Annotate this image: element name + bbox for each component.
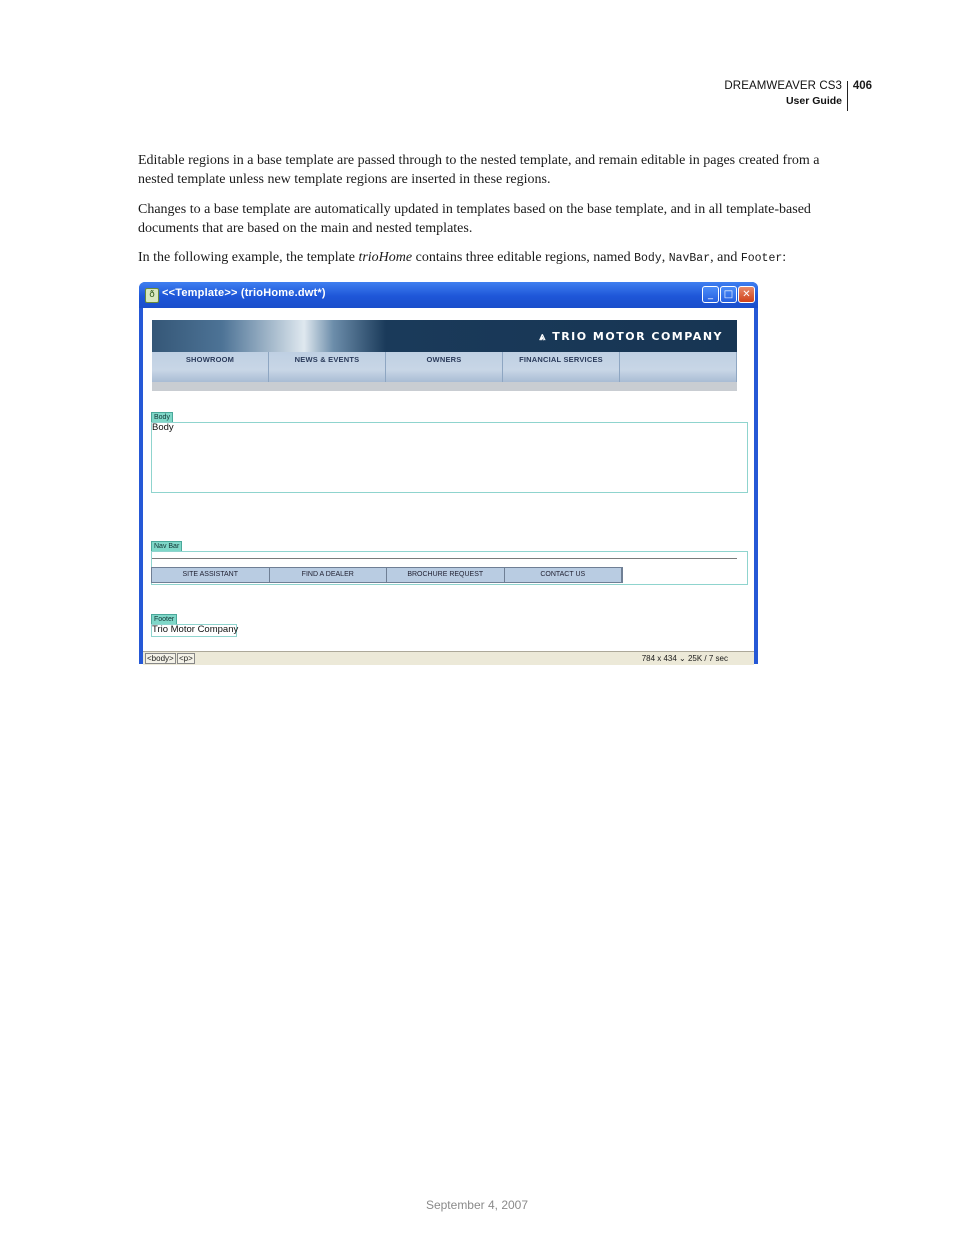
p3-end: : [782, 250, 787, 265]
nav-empty [620, 352, 737, 382]
nav-financial-services[interactable]: FINANCIAL SERVICES [503, 352, 620, 382]
subnav-site-assistant[interactable]: SITE ASSISTANT [152, 568, 270, 582]
subnav-find-dealer[interactable]: FIND A DEALER [270, 568, 388, 582]
document-icon: ð [145, 288, 159, 303]
site-banner [152, 320, 737, 352]
window-size-info: 784 x 434 ⌄ 25K / 7 sec [641, 654, 728, 663]
region-tab-footer[interactable]: Footer [151, 614, 177, 625]
region-name-body: Body [634, 252, 662, 265]
running-header [600, 79, 872, 113]
region-name-navbar: NavBar [668, 252, 711, 265]
p3-text-middle: contains three editable regions, named [412, 250, 635, 265]
paragraph-3 [138, 248, 828, 268]
nav-shadow-strip [152, 382, 737, 391]
paragraph-1: Editable regions in a base template are passed through to the nested template, and remain editable in pages created from a nested template unless new template regions are inserted in these regions. [138, 153, 820, 187]
brand-logo: ⩓ TRIO MOTOR COMPANY [539, 330, 723, 343]
subnav-bar [151, 567, 623, 583]
product-name: DREAMWEAVER CS3 [724, 80, 842, 92]
close-button[interactable]: ✕ [738, 286, 755, 303]
template-name: trioHome [358, 250, 413, 265]
p3-sep-1: , [661, 250, 669, 265]
window-title: <<Template>> (trioHome.dwt*) [162, 287, 326, 299]
nav-owners[interactable]: OWNERS [386, 352, 503, 382]
footer-date: September 4, 2007 [425, 1198, 529, 1212]
status-bar [143, 651, 754, 665]
region-tab-body[interactable]: Body [151, 412, 173, 423]
nav-showroom[interactable]: SHOWROOM [152, 352, 269, 382]
dreamweaver-window [139, 282, 758, 664]
navbar-rule [152, 558, 737, 559]
region-name-footer: Footer [740, 252, 783, 265]
region-tab-navbar[interactable]: Nav Bar [151, 541, 182, 552]
subnav-brochure-request[interactable]: BROCHURE REQUEST [387, 568, 505, 582]
document-canvas[interactable] [143, 308, 754, 663]
tag-selector-p[interactable]: <p> [179, 654, 193, 663]
region-body[interactable] [151, 422, 748, 493]
tag-selector-body[interactable]: <body> [147, 654, 174, 663]
subnav-contact-us[interactable]: CONTACT US [505, 568, 623, 582]
window-titlebar[interactable] [139, 282, 758, 308]
nav-news-events[interactable]: NEWS & EVENTS [269, 352, 386, 382]
region-footer-content[interactable]: Trio Motor Company [152, 624, 239, 635]
guide-name: User Guide [785, 95, 842, 107]
site-nav [152, 352, 737, 382]
page-number: 406 [852, 80, 872, 92]
maximize-button[interactable]: □ [720, 286, 737, 303]
p3-text-before: In the following example, the template [138, 250, 359, 265]
p3-sep-2: , and [710, 250, 741, 265]
header-divider [847, 81, 848, 111]
region-body-content[interactable]: Body [152, 422, 174, 433]
paragraph-2: Changes to a base template are automatically updated in templates based on the base template, and in all template-based documents that are based on the main and nested templates. [138, 202, 811, 236]
minimize-button[interactable]: _ [702, 286, 719, 303]
